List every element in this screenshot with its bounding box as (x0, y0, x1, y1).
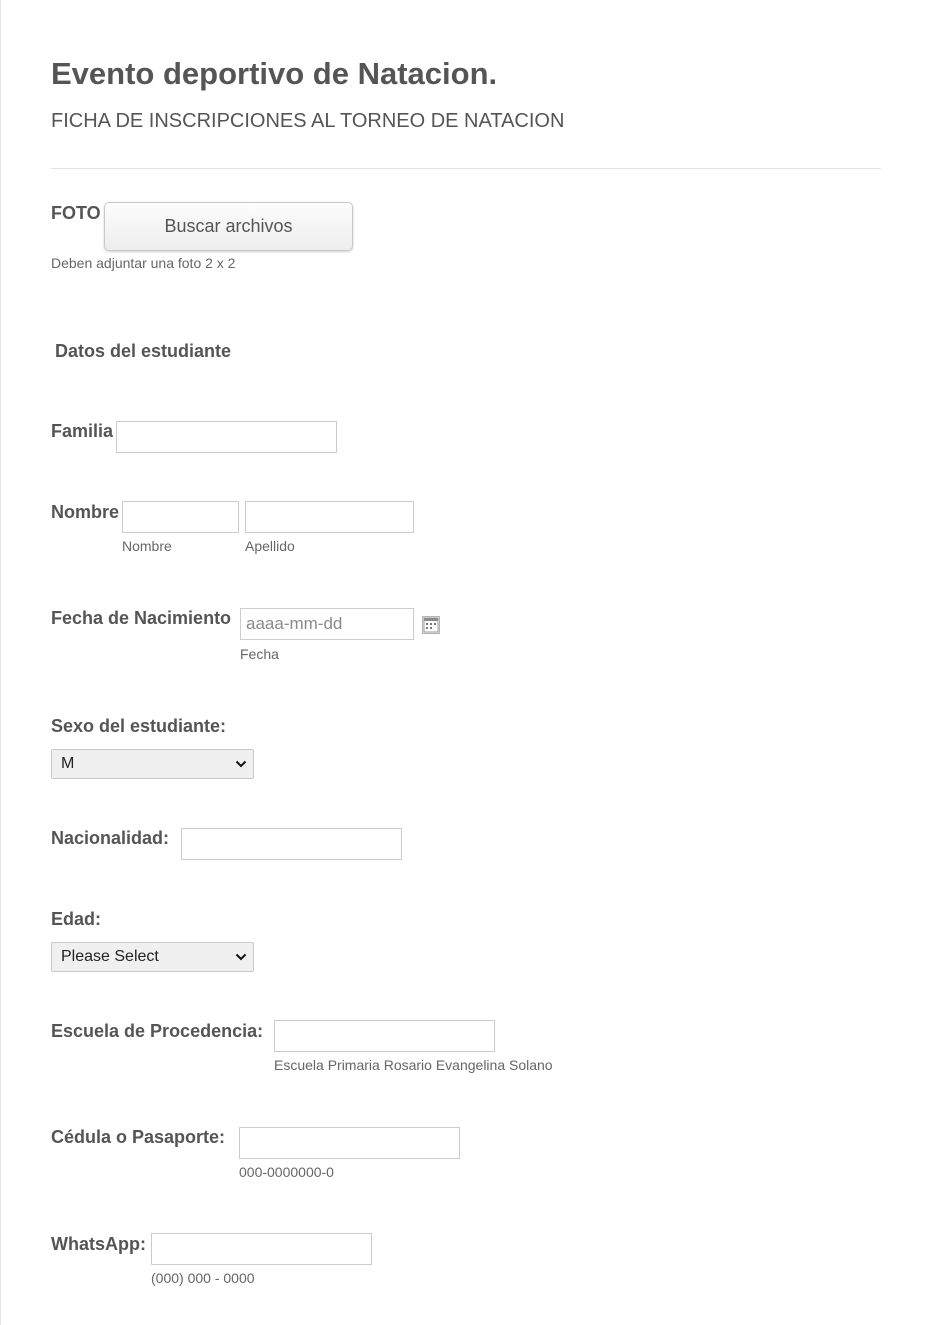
whatsapp-label: WhatsApp: (51, 1234, 146, 1254)
age-selected-value: Please Select (61, 948, 159, 965)
school-input[interactable] (274, 1020, 495, 1052)
form-subtitle: FICHA DE INSCRIPCIONES AL TORNEO DE NATACION (51, 110, 565, 132)
last-name-sublabel: Apellido (245, 538, 295, 554)
gender-label: Sexo del estudiante: (51, 716, 227, 736)
first-name-input[interactable] (122, 501, 239, 533)
id-input[interactable] (239, 1127, 460, 1159)
nationality-input[interactable] (181, 828, 402, 860)
last-name-input[interactable] (245, 501, 414, 533)
nationality-label: Nacionalidad: (51, 828, 170, 848)
chevron-down-icon (235, 952, 247, 962)
familia-input[interactable] (116, 421, 337, 453)
age-select[interactable] (51, 942, 254, 972)
familia-label: Familia (51, 421, 114, 441)
browse-files-button[interactable]: Buscar archivos (104, 202, 353, 251)
header-divider (51, 168, 881, 169)
chevron-down-icon (235, 759, 247, 769)
whatsapp-input[interactable] (151, 1233, 372, 1265)
calendar-icon[interactable] (422, 616, 440, 634)
whatsapp-sublabel: (000) 000 - 0000 (151, 1270, 255, 1286)
birthdate-sublabel: Fecha (240, 646, 279, 662)
age-label: Edad: (51, 909, 102, 929)
nombre-label: Nombre (51, 502, 120, 522)
first-name-sublabel: Nombre (122, 538, 172, 554)
school-sublabel: Escuela Primaria Rosario Evangelina Solano (274, 1057, 553, 1073)
photo-label: FOTO (51, 203, 101, 223)
birthdate-input[interactable] (240, 608, 414, 640)
gender-selected-value: M (61, 755, 75, 772)
form-title: Evento deportivo de Natacion. (51, 56, 498, 91)
id-sublabel: 000-0000000-0 (239, 1164, 334, 1180)
photo-hint: Deben adjuntar una foto 2 x 2 (51, 255, 236, 271)
gender-select[interactable] (51, 749, 254, 779)
birthdate-label: Fecha de Nacimiento (51, 608, 232, 628)
id-label: Cédula o Pasaporte: (51, 1127, 226, 1147)
section-heading: Datos del estudiante (55, 341, 232, 361)
school-label: Escuela de Procedencia: (51, 1021, 264, 1041)
